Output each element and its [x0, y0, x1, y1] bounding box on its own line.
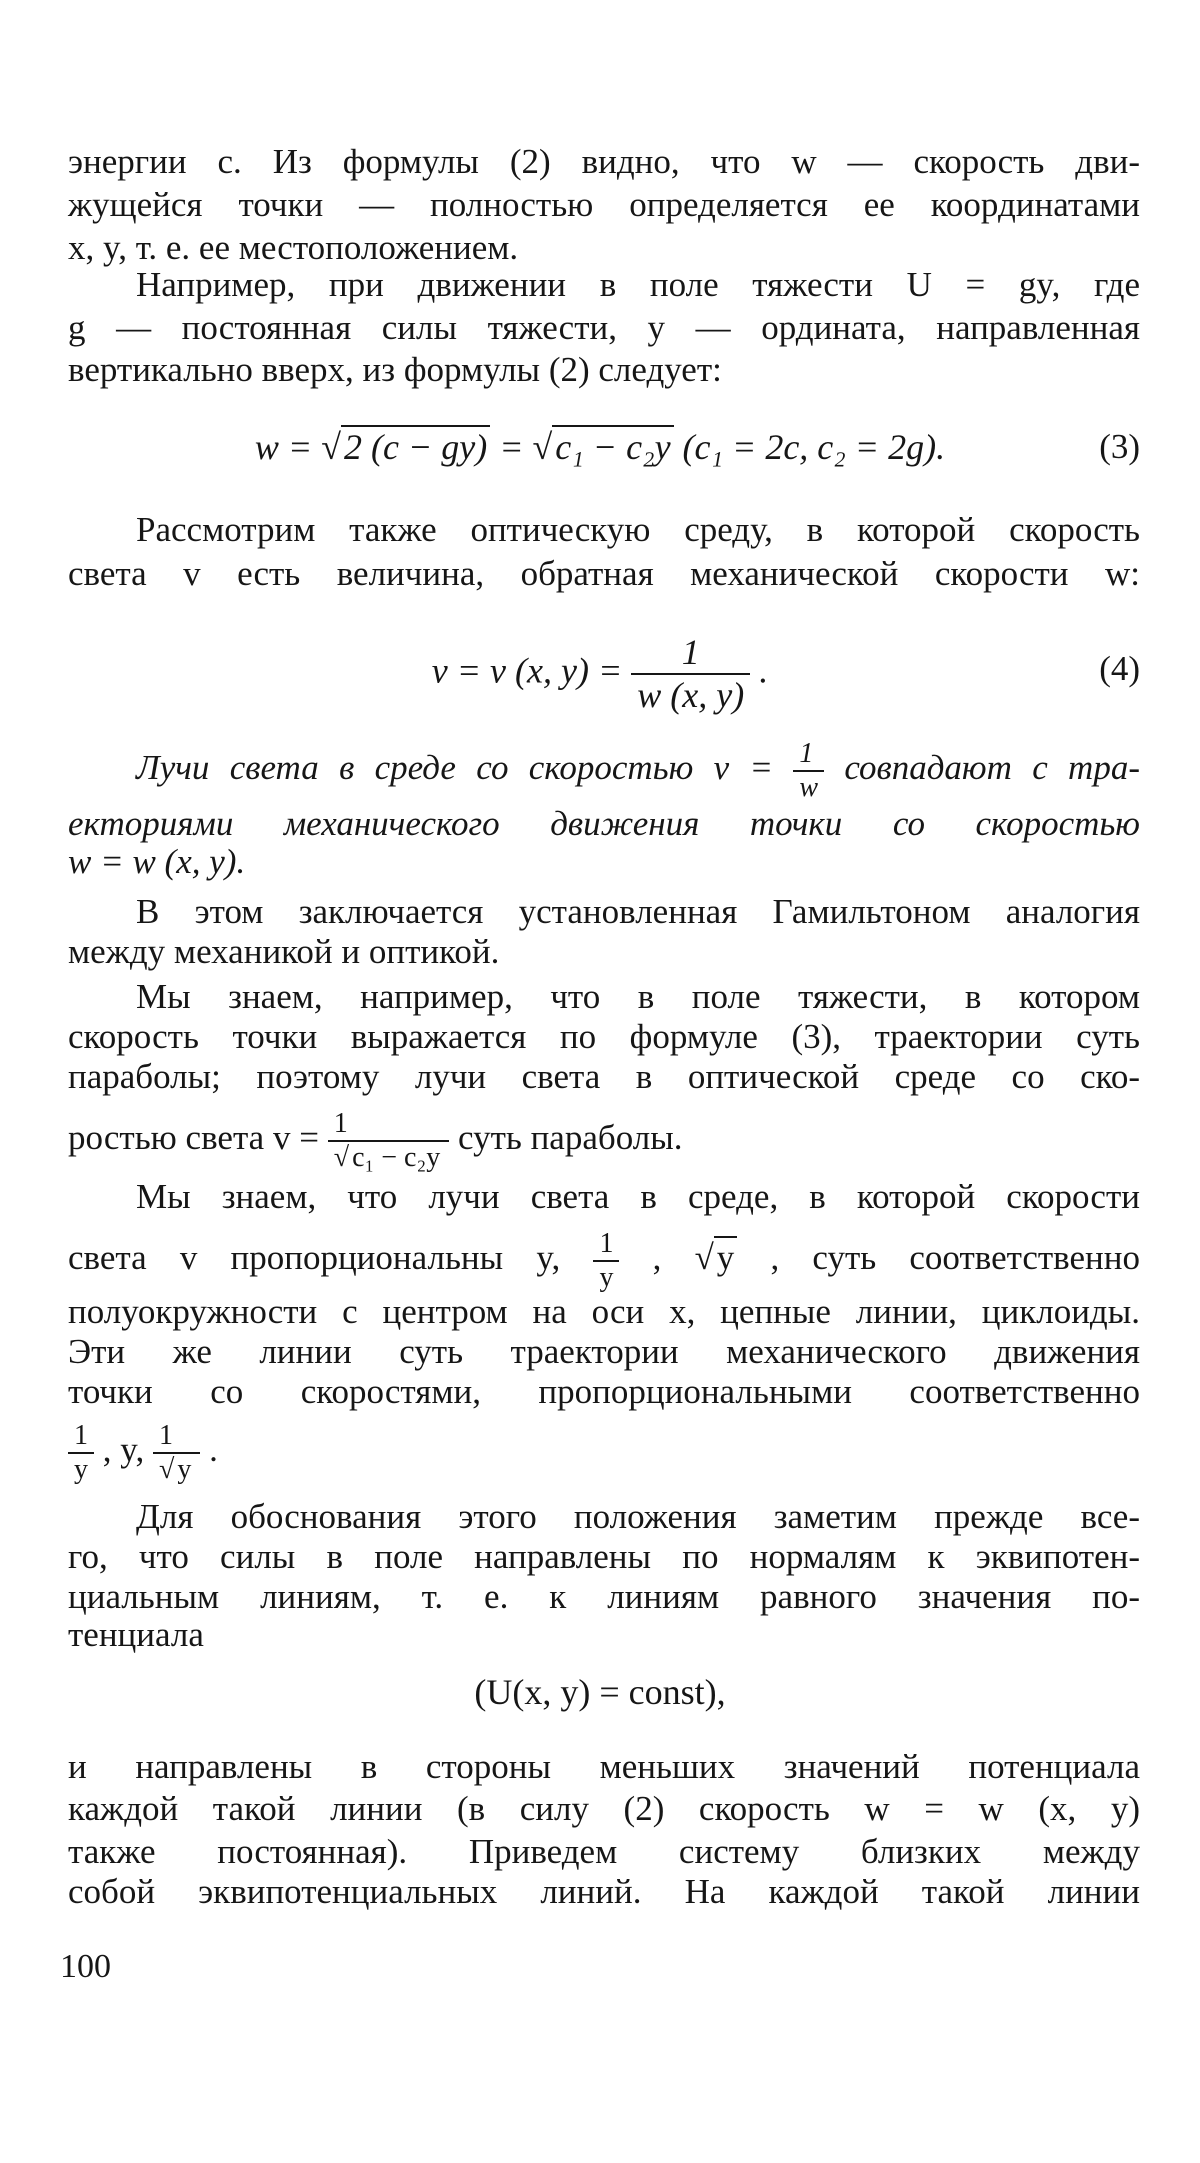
- fraction: [68, 1420, 94, 1486]
- text-span: , суть соответственно: [737, 1238, 1140, 1278]
- text-line: полуокружности с центром на оси x, цепные линии, циклоиды.: [68, 1292, 1140, 1331]
- text-line: энергии c. Из формулы (2) видно, что w — скорость дви-: [68, 142, 1140, 181]
- text-line: жущейся точки — полностью определяется ее координатами: [68, 185, 1140, 224]
- formula-part: (c₁ = 2c, c₂ = 2g).: [673, 427, 946, 467]
- theorem-line: w = w (x, y).: [68, 842, 246, 881]
- text-line: Рассмотрим также оптическую среду, в которой скорость: [136, 510, 1140, 549]
- text-line: параболы; поэтому лучи света в оптической среде со ско-: [68, 1057, 1140, 1096]
- text-line: также постоянная). Приведем систему близких между: [68, 1832, 1140, 1871]
- fraction-denominator: w: [793, 770, 824, 804]
- text-span: ,: [619, 1238, 695, 1278]
- fraction: [593, 1228, 619, 1294]
- fraction-numerator: 1: [333, 1108, 348, 1139]
- text-span: , y,: [94, 1430, 153, 1470]
- text-line: го, что силы в поле направлены по нормалям к эквипотен-: [68, 1537, 1140, 1576]
- text-line: между механикой и оптикой.: [68, 932, 500, 971]
- fraction-denominator: [153, 1452, 200, 1486]
- formula-equipotential: (U(x, y) = const),: [474, 1672, 726, 1712]
- text-span: света v пропорциональны y,: [68, 1238, 594, 1278]
- text-line: света v есть величина, обратная механической скорости w:: [68, 554, 1140, 593]
- text-span: Лучи света в среде со скоростью v =: [136, 748, 794, 788]
- text-line: и направлены в стороны меньших значений потенциала: [68, 1747, 1140, 1786]
- formula-part: v = v (x, y) =: [431, 650, 632, 691]
- text-line: тенциала: [68, 1615, 204, 1654]
- fraction-numerator: 1: [158, 1420, 173, 1451]
- equation-number: (4): [1099, 649, 1140, 688]
- text-line: [68, 1108, 1140, 1174]
- fraction: [793, 738, 824, 804]
- formula-part: =: [490, 427, 533, 467]
- text-line: Например, при движении в поле тяжести U = gy, где: [136, 265, 1140, 304]
- text-line: собой эквипотенциальных линий. На каждой такой линии: [68, 1872, 1140, 1911]
- fraction: [631, 632, 750, 717]
- text-span: совпадают с тра-: [824, 748, 1140, 788]
- text-span: ростью света v =: [68, 1118, 328, 1158]
- fraction-numerator: 1: [599, 1228, 614, 1259]
- text-line: вертикально вверх, из формулы (2) следует:: [68, 350, 722, 389]
- text-line: g — постоянная силы тяжести, y — ордината, направленная: [68, 308, 1140, 347]
- fraction: [153, 1420, 200, 1486]
- fraction-denominator: [328, 1140, 450, 1174]
- fraction-numerator: 1: [681, 632, 700, 672]
- formula-radicand: y: [714, 1236, 738, 1277]
- text-span: .: [200, 1430, 218, 1470]
- text-line: Мы знаем, что лучи света в среде, в которой скорости: [136, 1177, 1140, 1216]
- sqrt-icon: √: [321, 427, 341, 467]
- formula-radicand: y: [174, 1452, 194, 1485]
- fraction-numerator: 1: [74, 1420, 88, 1451]
- fraction-denominator: y: [593, 1260, 619, 1294]
- sqrt-icon: √: [532, 427, 553, 467]
- text-line: каждой такой линии (в силу (2) скорость w = w (x, y): [68, 1789, 1140, 1828]
- formula-radicand: c₁ − c₂y: [552, 425, 673, 467]
- sqrt-icon: √: [333, 1142, 350, 1174]
- formula-part: w =: [254, 427, 322, 467]
- text-line: Для обоснования этого положения заметим прежде все-: [136, 1497, 1140, 1536]
- text-span: суть параболы.: [449, 1118, 683, 1158]
- fraction-denominator: y: [68, 1452, 94, 1486]
- fraction: [328, 1108, 450, 1174]
- page-number: 100: [60, 1948, 111, 1985]
- formula-radicand: 2 (c − gy): [341, 425, 490, 467]
- formula-3: [0, 423, 1200, 471]
- sqrt-icon: √: [158, 1454, 175, 1486]
- sqrt-icon: √: [694, 1238, 714, 1278]
- theorem-line: екториями механического движения точки со скоростью: [68, 804, 1140, 843]
- formula-part: .: [750, 650, 769, 691]
- formula-4: [0, 632, 1200, 717]
- theorem-line: [136, 738, 1140, 804]
- text-line: x, y, т. е. ее местоположением.: [68, 228, 519, 267]
- equation-number: (3): [1099, 427, 1140, 466]
- fraction-numerator: 1: [799, 738, 814, 769]
- text-line: [68, 1228, 1140, 1294]
- text-line: точки со скоростями, пропорциональными соответственно: [68, 1372, 1140, 1411]
- text-line: циальным линиям, т. е. к линиям равного значения по-: [68, 1577, 1140, 1616]
- fraction-denominator: w (x, y): [631, 673, 750, 716]
- text-line: [68, 1420, 1140, 1486]
- text-line: Эти же линии суть траектории механического движения: [68, 1332, 1140, 1371]
- text-line: Мы знаем, например, что в поле тяжести, в котором: [136, 977, 1140, 1016]
- formula-radicand: c₁ − c₂y: [349, 1140, 443, 1173]
- text-line: скорость точки выражается по формуле (3), траектории суть: [68, 1017, 1140, 1056]
- text-line: В этом заключается установленная Гамильтоном аналогия: [136, 892, 1140, 931]
